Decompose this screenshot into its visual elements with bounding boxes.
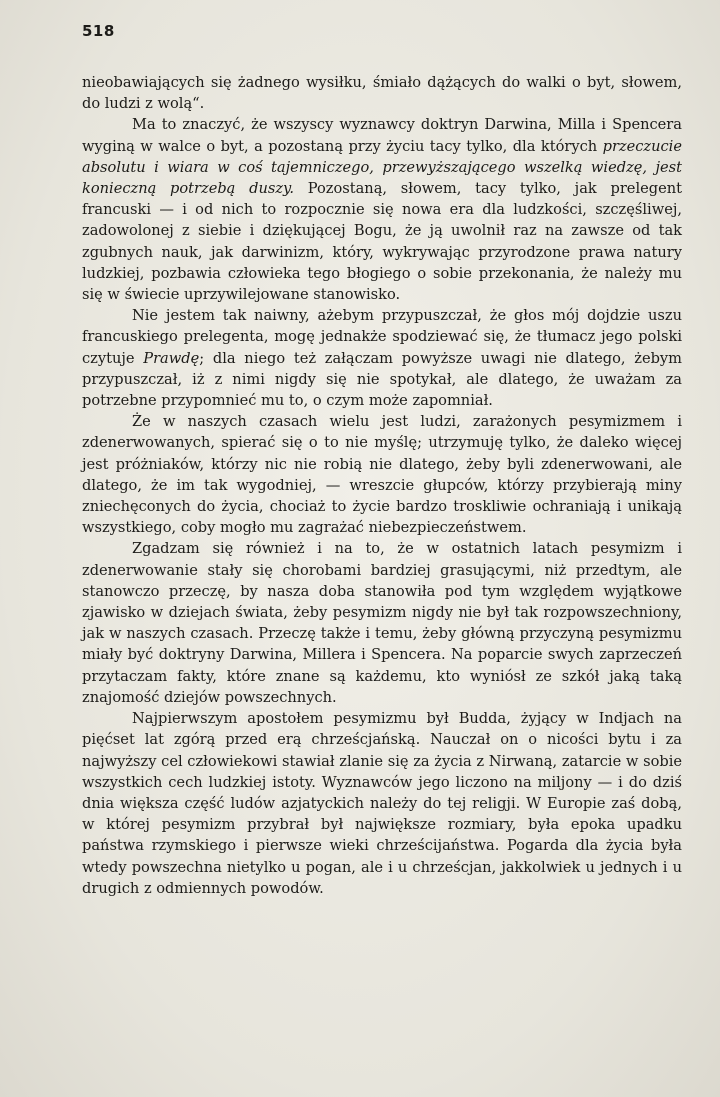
text-segment: ; dla niego też załączam powyższe uwagi nie dlatego, żebym przypuszczał, iż z nimi nigdy się nie spotykał, ale dlatego, że uważam za potrzebne przypomnieć mu to, o czym może zapomniał. (82, 349, 683, 410)
paragraph (82, 72, 682, 114)
paragraph (82, 708, 682, 899)
text-segment: nieobawiających się żadnego wysiłku, śmiało dążących do walki o byt, słowem, do ludzi z wolą“. (82, 74, 682, 113)
body-text (82, 72, 682, 899)
paragraph (82, 305, 682, 411)
paragraph (82, 538, 682, 708)
page-number: 518 (82, 22, 115, 40)
text-segment: Pozostaną, słowem, tacy tylko, jak prelegent francuski — i od nich to rozpocznie się nowa era dla ludzkości, szczęśliwej, zadowolonej z siebie i dziękującej Bogu, że ją uwolnił raz na zawsze od tak zgubnych nauk, jak darwinizm, który, wykrywając przyrodzone prawa natury ludzkiej, pozbawia człowieka tego błogiego o sobie przekonania, że należy mu się w świecie uprzywilejowane stanowisko. (82, 180, 682, 304)
text-segment: Najpierwszym apostołem pesymizmu był Budda, żyjący w Indjach na pięćset lat zgórą przed erą chrześcjańską. Nauczał on o nicości bytu i za najwyższy cel człowiekowi stawiał zlanie się za życia z Nirwaną, zatarcie w sobie wszystkich cech ludzkiej istoty. Wyznawców jego liczono na miljony — i do dziś dnia większa część ludów azjatyckich należy do tej religji. W Europie zaś dobą, w której pesymizm przybrał był największe rozmiary, była epoka upadku państwa rzymskiego i pierwsze wieki chrześcijaństwa. Pogarda dla życia była wtedy powszechna nietylko u pogan, ale i u chrześcjan, jakkolwiek u jednych i u drugich z odmiennych powodów. (82, 710, 682, 897)
paragraph (82, 114, 682, 305)
paragraph (82, 411, 682, 538)
text-segment: Zgadzam się również i na to, że w ostatnich latach pesymizm i zdenerwowanie stały się chorobami bardziej grasującymi, niż przedtym, ale stanowczo przeczę, by nasza doba stanowiła pod tym względem wyjątkowe zjawisko w dziejach świata, żeby pesymizm nigdy nie był tak rozpowszechniony, jak w naszych czasach. Przeczę także i temu, żeby główną przyczyną pesymizmu miały być doktryny Darwina, Millera i Spencera. Na poparcie swych zaprzeczeń przytaczam fakty, które znane są każdemu, kto wyniósł ze szkół jaką taką znajomość dziejów powszechnych. (82, 540, 682, 706)
text-segment: Nie jestem tak naiwny, ażebym przypuszczał, że głos mój dojdzie uszu francuskiego prelegenta, mogę jednakże spodziewać się, że tłumacz jego polski czytuje (82, 307, 682, 367)
italic-text: przeczucie absolutu i wiara w coś tajemniczego, przewyższającego wszelką wiedzę, jest konieczną potrzebą duszy. (82, 137, 682, 198)
text-segment: Że w naszych czasach wielu jest ludzi, zarażonych pesymizmem i zdenerwowanych, spierać się o to nie myślę; utrzymuję tylko, że daleko więcej jest próżniaków, którzy nic nie robią nie dlatego, żeby byli zdenerwowani, ale dlatego, że im tak wygodniej, — wreszcie głupców, którzy przybierają miny zniechęconych do życia, chociaż to życie bardzo troskliwie ochraniają i unikają wszystkiego, coby mogło mu zagrażać niebezpieczeństwem. (82, 413, 682, 537)
italic-text: Prawdę (143, 349, 200, 367)
text-segment: Ma to znaczyć, że wszyscy wyznawcy doktryn Darwina, Milla i Spencera wyginą w walce o byt, a pozostaną przy życiu tacy tylko, dla których (82, 116, 682, 155)
